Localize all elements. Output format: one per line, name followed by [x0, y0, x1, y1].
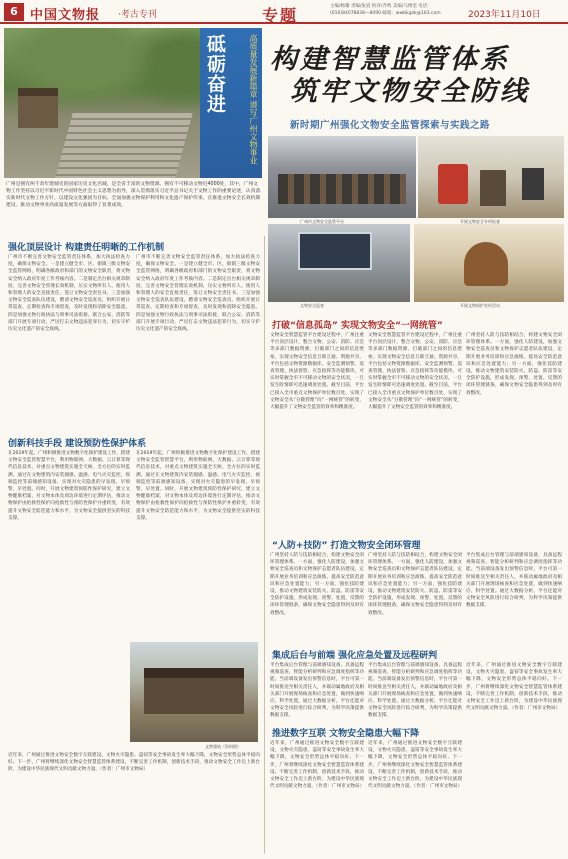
calligraphy-title — [270, 44, 564, 106]
photo-publicity — [414, 224, 564, 302]
body-text-col-1b: 广州市不断完善文物安全监管责任体系，加大执法检查力度，确保文物安全。一是建立健全市、区、街镇三级文物安全监管网络，明确各级政府和部门的文物安全职责，将文物安全纳入政府年度工作考核内容。二是制定出台相关规章制度，完善文物安全管理长效机制，压实文物所有人、使用人和管理人的安全直接责任，签订文物安全责任书。三是加强文物安全巡查队伍建设，聘请文物安全巡查员，组织开展日常巡查、定期检查和专项督查，及时发现和消除安全隐患。四是加强文物行政执法与刑事司法衔接，联合公安、消防等部门开展专项行动，严厉打击文物违法犯罪行为，切实守护历史文化遗产的安全底线。 — [136, 255, 260, 333]
body-text-col-2c: 近年来，广州通过推进文物安全数字互联建设，文物火灾隐患、盗窃等安全事故发生率大幅下降，文物安全形势总体平稳向好。下一步，广州将继续深化文物安全智慧监管体系建设，不断完善工作机制，创新技术手段，推动文物安全工作迈上新台阶，为建设中华民族现代文明贡献文物力量。（作者：广州市文物局） — [8, 753, 260, 773]
body-text-col-6b: 近年来，广州通过推进文物安全数字互联建设，文物火灾隐患、盗窃等安全事故发生率大幅下降，文物安全形势总体平稳向好。下一步，广州将继续深化文物安全智慧监管体系建设，不断完善工作机制，创新技术手段，推动文物安全工作迈上新台阶，为建设中华民族现代文明贡献文物力量。（作者：广州市文物局） — [368, 741, 462, 790]
photo-caption: 开展文物保护宣传活动 — [460, 303, 500, 308]
editor-info: 主编/杨璐 责编/张宸 校对/齐鸣 美编/马傅奎 电话：(010)84078838—8090 邮箱：wwbkgzk@163.com — [330, 4, 441, 16]
photo-caption: 文物建筑（资料图） — [205, 744, 241, 749]
section-title-2: 创新科技手段 建设预防性保护体系 — [8, 439, 147, 449]
body-text-col-5b: 平台集成后台管理与前端感知设备，具备远程视频巡查、智能分析研判和应急调度指挥等功能。当前端设备发出预警信息时，平台可第一时间推送至相关责任人，并联动属地政府及相关部门开展现场核查和应急处置，做到快速响应、科学处置。通过大数据分析，平台还能对文物安全风险进行综合研判，为科学决策提供数据支撑。 — [368, 663, 462, 718]
body-text-col-5a: 平台集成后台管理与前端感知设备，具备远程视频巡查、智能分析研判和应急调度指挥等功能。当前端设备发出预警信息时，平台可第一时间推送至相关责任人，并联动属地政府及相关部门开展现场核查和应急处置，做到快速响应、科学处置。通过大数据分析，平台还能对文物安全风险进行综合研判，为科学决策提供数据支撑。 — [270, 663, 364, 718]
body-text-col-2b: 在2019年起，广州积极推进文物数字化保护建设工作，搭建文物安全监管智慧平台，利用物联网、大数据、云计算等现代信息技术，对重点文物建筑实施全天候、全方位的实时监测。通过在文物建筑内安装烟感、温感、电气火灾监控、视频监控等前端感知设备，实现对火灾隐患的早发现、早预警、早处置。同时，开展文物建筑预防性保护研究，建立文物健康档案，对文物本体及周边环境进行定期评估，推动文物保护由抢救性保护向抢救性与预防性保护并重转变，有效提升文物安全防范能力和水平，为文物安全提供坚实的科技支撑。 — [136, 451, 260, 521]
body-text-col-6a: 近年来，广州通过推进文物安全数字互联建设，文物火灾隐患、盗窃等安全事故发生率大幅下降，文物安全形势总体平稳向好。下一步，广州将继续深化文物安全智慧监管体系建设，不断完善工作机制，创新技术手段，推动文物安全工作迈上新台阶，为建设中华民族现代文明贡献文物力量。（作者：广州市文物局） — [270, 741, 364, 790]
section-title-4: “人防+技防” 打造文物安全闭环管理 — [272, 541, 421, 551]
photo-inspection — [418, 136, 564, 218]
paper-name: 中国文物报 — [30, 8, 101, 23]
body-text-col-3b: 文物安全智慧监管平台建设过程中，广州注重平台顶层设计，整合文物、公安、消防、应急等多部门数据资源，打破部门之间的信息壁垒，实现文物安全信息互联互通、资源共享。平台包括文物资源数据库、安全监测预警、巡查管理、执法督察、应急指挥等功能模块，可实时掌握全市不可移动文物的安全状况，一旦发生险情即可迅速调度处置。截至目前，平台已接入全市重点文物保护单位数百处，实现了文物安全从“分散管理”向“一网统管”的转变，大幅提升了文物安全监管的效率和精准度。 — [368, 333, 462, 411]
body-text-col-1a: 广州市不断完善文物安全监管责任体系，加大执法检查力度，确保文物安全。一是建立健全市、区、街镇三级文物安全监管网络，明确各级政府和部门的文物安全职责，将文物安全纳入政府年度工作考核内容。二是制定出台相关规章制度，完善文物安全管理长效机制，压实文物所有人、使用人和管理人的安全直接责任，签订文物安全责任书。三是加强文物安全巡查队伍建设，聘请文物安全巡查员，组织开展日常巡查、定期检查和专项督查，及时发现和消除安全隐患。四是加强文物行政执法与刑事司法衔接，联合公安、消防等部门开展专项行动，严厉打击文物违法犯罪行为，切实守护历史文化遗产的安全底线。 — [8, 255, 130, 333]
calligraphy-line-2: 筑牢文物安全防线 — [290, 76, 530, 107]
section-title-1: 强化顶层设计 构建责任明晰的工作机制 — [8, 243, 165, 253]
body-text-col-4a: 广州坚持人防与技防相结合，构建文物安全闭环管理体系。一方面，强化人防建设，加强文物安全巡查员和文物保护志愿者队伍建设，定期开展业务培训和应急演练，提高安全防范意识和应急处置能力；另一方面，强化技防建设，推动文物建筑安装防火、防盗、防雷等安全防护设施，形成发现、预警、处置、反馈的闭环管理链条，确保文物安全隐患得到及时有效整改。 — [270, 553, 364, 616]
hero-caption: 广州是拥有两千余年建城史的国家历史文化名城，是全省丰富的文物资源。拥有不可移动文物近4000处，其中，广州文物工作坚持以习近平新时代中国特色社会主义思想为指导，深入贯彻落实习近平总书记关于文物工作的重要论述，认真落实新时代文物工作方针，以建设文化强国为目标，全面加强文物保护利用和文化遗产保护传承，在推进文物安全长效机制建设、推动文物事业高质量发展等方面取得了显著成效。 — [6, 182, 261, 208]
banner-main-text: 砥砺奋进 — [204, 34, 226, 114]
body-text-col-3a: 文物安全智慧监管平台建设过程中，广州注重平台顶层设计，整合文物、公安、消防、应急等多部门数据资源，打破部门之间的信息壁垒，实现文物安全信息互联互通、资源共享。平台包括文物资源数据库、安全监测预警、巡查管理、执法督察、应急指挥等功能模块，可实时掌握全市不可移动文物的安全状况，一旦发生险情即可迅速调度处置。截至目前，平台已接入全市重点文物保护单位数百处，实现了文物安全从“分散管理”向“一网统管”的转变，大幅提升了文物安全监管的效率和精准度。 — [270, 333, 364, 411]
body-text-col-3c: 广州坚持人防与技防相结合，构建文物安全闭环管理体系。一方面，强化人防建设，加强文物安全巡查员和文物保护志愿者队伍建设，定期开展业务培训和应急演练，提高安全防范意识和应急处置能力；另一方面，强化技防建设，推动文物建筑安装防火、防盗、防雷等安全防护设施，形成发现、预警、处置、反馈的闭环管理链条，确保文物安全隐患得到及时有效整改。 — [466, 333, 562, 396]
hero-photo — [4, 28, 262, 178]
stairs-image — [55, 113, 192, 178]
section-name: ·考古专刊 — [118, 10, 157, 20]
section-title-3: 打破“信息孤岛” 实现文物安全“一网统管” — [272, 321, 443, 331]
page-number: 6 — [4, 3, 24, 21]
calligraphy-line-1: 构建智慧监管体系 — [270, 44, 510, 75]
hero-banner — [200, 28, 262, 178]
photo-heritage-building — [130, 642, 258, 742]
photo-patrol — [268, 224, 410, 302]
body-text-col-5c: 近年来，广州通过推进文物安全数字互联建设，文物火灾隐患、盗窃等安全事故发生率大幅下降，文物安全形势总体平稳向好。下一步，广州将继续深化文物安全智慧监管体系建设，不断完善工作机制，创新技术手段，推动文物安全工作迈上新台阶，为建设中华民族现代文明贡献文物力量。（作者：广州市文物局） — [466, 663, 562, 712]
banner-sub-text: 高质量发展新篇章 谱写广州文物事业 — [249, 34, 258, 165]
special-tag: 专题 — [262, 6, 299, 25]
photo-caption: 广州市文物安全监管平台 — [300, 219, 344, 224]
photo-caption: 开展文物安全专项检查 — [460, 219, 500, 224]
section-title-6: 推进数字互联 文物安全隐患大幅下降 — [272, 729, 420, 739]
article-subtitle: 新时期广州强化文物安全监管探索与实践之路 — [290, 120, 491, 131]
body-text-col-4b: 广州坚持人防与技防相结合，构建文物安全闭环管理体系。一方面，强化人防建设，加强文物安全巡查员和文物保护志愿者队伍建设，定期开展业务培训和应急演练，提高安全防范意识和应急处置能力；另一方面，强化技防建设，推动文物建筑安装防火、防盗、防雷等安全防护设施，形成发现、预警、处置、反馈的闭环管理链条，确保文物安全隐患得到及时有效整改。 — [368, 553, 462, 616]
masthead — [0, 0, 568, 24]
body-text-col-4c: 平台集成后台管理与前端感知设备，具备远程视频巡查、智能分析研判和应急调度指挥等功能。当前端设备发出预警信息时，平台可第一时间推送至相关责任人，并联动属地政府及相关部门开展现场核查和应急处置，做到快速响应、科学处置。通过大数据分析，平台还能对文物安全风险进行综合研判，为科学决策提供数据支撑。 — [466, 553, 562, 609]
issue-date: 2023年11月10日 — [468, 10, 541, 20]
pavilion-image — [18, 88, 58, 128]
column-divider — [264, 236, 265, 854]
section-title-5: 集成后台与前端 强化应急处置及远程研判 — [272, 651, 438, 661]
photo-monitoring-platform — [268, 136, 416, 218]
body-text-col-2a: 在2019年起，广州积极推进文物数字化保护建设工作，搭建文物安全监管智慧平台，利用物联网、大数据、云计算等现代信息技术，对重点文物建筑实施全天候、全方位的实时监测。通过在文物建筑内安装烟感、温感、电气火灾监控、视频监控等前端感知设备，实现对火灾隐患的早发现、早预警、早处置。同时，开展文物建筑预防性保护研究，建立文物健康档案，对文物本体及周边环境进行定期评估，推动文物保护由抢救性保护向抢救性与预防性保护并重转变，有效提升文物安全防范能力和水平，为文物安全提供坚实的科技支撑。 — [8, 451, 130, 521]
photo-caption: 文物安全巡查 — [300, 303, 324, 308]
